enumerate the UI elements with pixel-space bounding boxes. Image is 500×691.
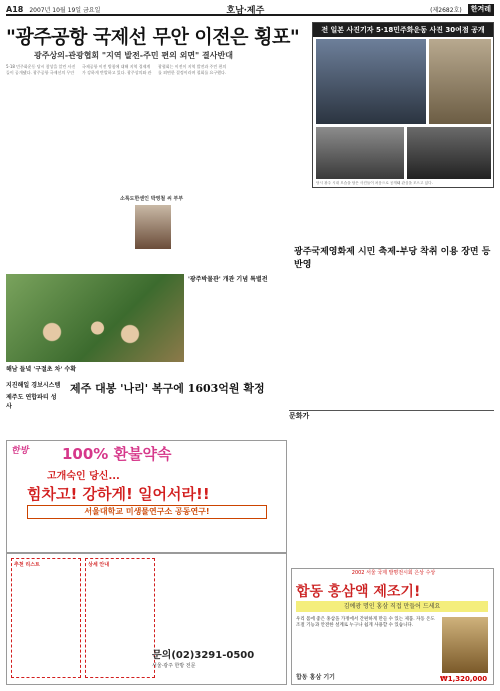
- listing-title: 문화가: [289, 412, 310, 420]
- ad-ginseng-header: 2002 서울 국제 발명전시회 은상 수상: [351, 570, 436, 576]
- ad-herbal-line2: 힘차고! 강하게! 일어서라!!: [27, 485, 210, 503]
- ad-ginseng[interactable]: [291, 568, 494, 685]
- feature-headline: 제주 대봉 '나리' 복구에 1603억원 확정: [70, 382, 265, 395]
- newspaper-logo: 한겨레: [468, 4, 494, 14]
- ad-ginseng-banner: 김예광 명인 홍삼 직접 만들어 드세요: [296, 601, 488, 612]
- ad-herbal-phone[interactable]: 문의(02)3291-0500: [152, 650, 255, 661]
- photo-caption: 당시 광주 시내 모습을 담은 사진들이 처음으로 공개돼 관심을 모으고 있다.: [316, 181, 433, 185]
- ad-herbal-bar: 서울대학교 미생물연구소 공동연구!: [27, 505, 267, 519]
- harvest-photo: [6, 274, 184, 362]
- reporter-story-title: 소록도한센인 박영철 씨 부부: [120, 196, 184, 202]
- ad-col-2: 상세 안내: [85, 558, 155, 678]
- reporter-photo: [135, 205, 171, 249]
- lead-body: 5·18 민주화운동 당시 참상을 알린 사진들이 공개됐다. 광주공항 국제선의 무안국제공항 이전 방침에 대해 지역 경제계가 강하게 반발하고 있다. 광주상의와 관광협회는 이전이 지역 발전과 주민 편의를 외면한 결정이라며 철회를 요구했다.: [6, 64, 227, 75]
- ad-ginseng-price: ₩1,320,000: [440, 675, 488, 683]
- ad-herbal-details[interactable]: [6, 553, 287, 685]
- lead-subhead: 광주상의-관광협회 "지역 발전-주민 편의 외면" 결사반대: [34, 50, 233, 60]
- issue-date: 2007년 10월 19일 금요일: [29, 6, 101, 14]
- ad-herbal-brand: 서울·광주 한방 전문: [152, 663, 196, 669]
- ad-herbal-refund: 100% 환불약속: [62, 445, 172, 463]
- ad-ginseng-product-image: [442, 617, 488, 673]
- tag-head-2: 제주도 연합파티 성사: [6, 394, 57, 410]
- lead-headline: "광주공항 국제선 무안 이전은 횡포": [6, 26, 300, 48]
- ad-ginseng-info: 우리 몸에 좋은 홍삼을 가정에서 간편하게 만들 수 있는 제품. 자동 온도 조절 기능과 안전한 설계로 누구나 쉽게 사용할 수 있습니다.: [296, 617, 435, 628]
- issue-number: (제2682호): [430, 6, 462, 14]
- advertisement-area: [6, 440, 494, 685]
- photo-crowd: [429, 39, 491, 124]
- section-title: 호남·제주: [226, 5, 265, 16]
- ad-ginseng-store: 합동 홍삼 기기: [296, 674, 335, 681]
- right-column-headline: 광주국제영화제 시민 축제-부당 착취 이용 장면 등 반영: [294, 247, 491, 270]
- ad-ginseng-title: 합동 홍삼액 제조기!: [296, 584, 421, 600]
- ad-herbal-logo: 한방: [11, 446, 29, 456]
- photo-vehicle: [407, 127, 491, 179]
- ad-col-1: 추천 리스트: [11, 558, 81, 678]
- ad-herbal[interactable]: [6, 440, 287, 553]
- feature-title: '광주박물관' 개관 기념 특별전: [188, 276, 268, 283]
- photo-feature-box: [312, 22, 494, 188]
- photo-soldiers: [316, 39, 426, 124]
- page-number: A18: [6, 4, 24, 14]
- ad-herbal-line1: 고개숙인 당신...: [47, 471, 120, 482]
- tag-head-1: 지진해일 경보시스템: [6, 382, 61, 389]
- photo-street: [316, 127, 404, 179]
- page-header-strip: [6, 4, 494, 16]
- photo-caption-label: 해남 들녘 '구절초 차' 수확: [6, 366, 76, 373]
- photo-feature-title: 전 일본 사진기자 5·18민주화운동 사진 30여점 공개: [313, 23, 493, 37]
